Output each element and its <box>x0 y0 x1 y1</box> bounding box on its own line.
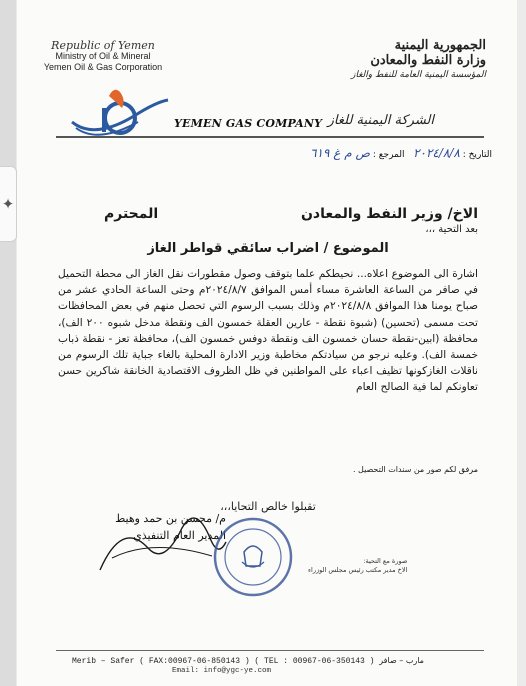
page-edge <box>0 0 16 686</box>
footer-location-ar: مارب – صافر <box>379 656 424 665</box>
subject-line: الموضوع / اضراب سائقي قواطر الغاز <box>147 241 389 256</box>
company-name-english: YEMEN GAS COMPANY <box>174 117 323 130</box>
ref-value: ص م غ ٦١٩ <box>310 146 370 160</box>
date-value: ٢٠٢٤/٨/٨ <box>413 146 460 160</box>
ar-republic: الجمهورية اليمنية <box>394 38 486 53</box>
letterhead-english <box>28 40 178 73</box>
header-divider <box>56 136 484 138</box>
ar-corporation: المؤسسة اليمنية العامة للنفط والغاز <box>351 70 486 80</box>
ar-ministry: وزارة النفط والمعادن <box>370 53 486 68</box>
date-label: التاريخ : <box>462 150 492 160</box>
footer-email: Email: info@ygc-ye.com <box>172 667 272 675</box>
closing-line: تقبلوا خالص التحايا،،، <box>220 500 316 513</box>
letterhead-arabic <box>346 38 486 83</box>
footer-contact <box>72 656 424 666</box>
signatory-title: المدير العام التنفيذي <box>133 529 226 542</box>
en-corporation: Yemen Oil & Gas Corporation <box>43 62 163 72</box>
signatory-name: م/ محسن بن حمد وهيط <box>115 512 226 525</box>
accessibility-icon: ✦ <box>1 195 15 213</box>
copies-line-2: الاخ مدير مكتب رئيس مجلس الوزراء <box>308 566 408 574</box>
en-republic: Republic of Yemen <box>51 39 155 52</box>
footer-divider <box>56 650 484 651</box>
date-reference-row <box>310 146 492 160</box>
greeting: بعد التحية ،،، <box>425 224 478 235</box>
addressee-respect: المحترم <box>104 206 159 222</box>
addressee: الاخ/ وزير النفط والمعادن <box>300 206 478 222</box>
copies-note <box>308 557 407 575</box>
company-logo-icon <box>64 82 174 144</box>
footer-contact-en: Merib – Safer ( FAX:00967-06-850143 ) ( TEL : 00967-06-350143 ) <box>72 657 375 666</box>
copies-line-1: صورة مع التحية: <box>363 557 408 565</box>
letter-body: اشارة الى الموضوع اعلاه... نحيطكم علما بتوقف وصول مقطورات نقل الغاز الى محطة التحميل في صافر من الساعة العاشرة مساء أمس الموافق ٢٠٢٤/٨/٧م وحتى الساعة الحادي عشر من صباح يومنا هذا الموافق ٢٠٢٤/٨/٨م وذلك بسبب الرسوم التي تحصل منهم في بعض المحافظات تحت مسمى (تحسين) (شبوة نقطة - عارين العقلة خمسون الف ونقطة مدخل شبوه ٢٠٠ الف)، محافظة (ابين-نقطة حسان خمسون الف ونقطة دوفس خمسون الف)، محافظة تعز - نقطة ذباب خمسة الف). وعليه نرجو من سيادتكم مخاطبة وزير الادارة المحلية بالغاء جباية تلك الرسوم من ناقلات الغازكونها تظيف اعباء على المواطنين في ظل الظروف الاقتصادية الخانقة شاكرين حسن تعاونكم لما فية الصالح العام <box>58 268 478 394</box>
official-stamp-icon <box>212 516 294 598</box>
en-ministry: Ministry of Oil & Mineral <box>55 51 151 61</box>
addressee-line <box>58 206 478 222</box>
signature-block <box>115 512 226 542</box>
accessibility-tab[interactable] <box>0 166 17 242</box>
attachment-note: مرفق لكم صور من سندات التحصيل . <box>352 465 478 474</box>
ref-label: المرجع : <box>372 150 405 160</box>
company-name-arabic: الشركة اليمنية للغاز <box>327 113 434 128</box>
